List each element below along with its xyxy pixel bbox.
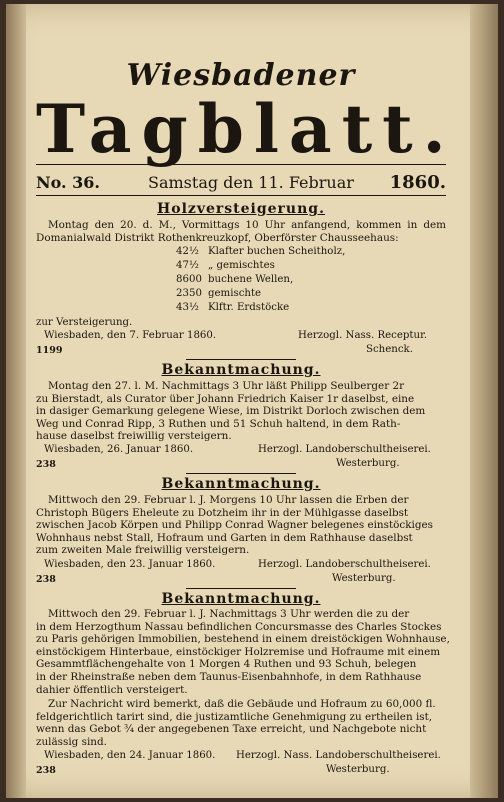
- notice-4-signer: Herzogl. Nass. Landoberschultheiserei.: [236, 750, 441, 761]
- page-binding-edge: [6, 4, 26, 798]
- notice-1-intro: Montag den 20. d. M., Vormittags 10 Uhr anfangend, kommen in dem Domanialwald Distrikt Rothenkreuzkopf, Oberförster Chausseehaus:: [36, 219, 446, 244]
- newspaper-column: [36, 4, 456, 798]
- notice-2-ref: 238: [36, 459, 56, 470]
- notice-3-title: Bekanntmachung.: [161, 476, 321, 492]
- notice-3-place-date: Wiesbaden, den 23. Januar 1860.: [44, 559, 216, 570]
- notice-3-signer-name: Westerburg.: [332, 573, 396, 584]
- notice-1-closing: zur Versteigerung.: [36, 317, 133, 328]
- list-desc-2: „ gemischtes: [208, 260, 275, 271]
- list-qty-1: 42½: [176, 246, 199, 257]
- notice-1-signer-name: Schenck.: [366, 344, 413, 355]
- notice-2-body: Montag den 27. l. M. Nachmittags 3 Uhr läßt Philipp Seulberger 2r zu Bierstadt, als Curator über Johann Friedrich Kaiser 1r daselbst, eine in dasiger Gemarkung gelegene Wiese, im Distrikt Dorloch zwischen dem Weg und Conrad Ripp, 3 Ruthen und 51 Schuh haltend, in dem Rath- hause daselbst freiwillig versteigern.: [36, 380, 426, 443]
- notice-1-signer: Herzogl. Nass. Receptur.: [298, 330, 428, 341]
- issue-year: 1860.: [389, 172, 446, 193]
- list-qty-3: 8600: [176, 274, 202, 285]
- notice-1-title: Holzversteigerung.: [157, 201, 325, 217]
- notice-1-ref: 1199: [36, 345, 63, 356]
- list-qty-4: 2350: [176, 288, 202, 299]
- list-desc-3: buchene Wellen,: [208, 274, 294, 285]
- notice-2-title: Bekanntmachung.: [161, 362, 321, 378]
- issue-number: No. 36.: [36, 173, 100, 192]
- notice-2-signer: Herzogl. Landoberschultheiserei.: [258, 444, 431, 455]
- notice-1-place-date: Wiesbaden, den 7. Februar 1860.: [44, 330, 217, 341]
- notice-4-signer-name: Westerburg.: [326, 764, 390, 775]
- divider-3: [186, 588, 296, 589]
- divider-1: [186, 359, 296, 360]
- notice-2-place-date: Wiesbaden, 26. Januar 1860.: [44, 444, 194, 455]
- notice-4-place-date: Wiesbaden, den 24. Januar 1860.: [44, 750, 216, 761]
- list-qty-2: 47½: [176, 260, 199, 271]
- list-qty-5: 43½: [176, 302, 199, 313]
- issue-date: Samstag den 11. Februar: [148, 173, 354, 192]
- newspaper-page: [6, 4, 498, 798]
- notice-3-ref: 238: [36, 574, 56, 585]
- masthead-rule-bottom: [36, 195, 446, 196]
- masthead-title: Tagblatt.: [36, 90, 456, 168]
- list-desc-5: Klftr. Erdstöcke: [208, 302, 290, 313]
- notice-2-signer-name: Westerburg.: [336, 458, 400, 469]
- list-desc-4: gemischte: [208, 288, 262, 299]
- list-desc-1: Klafter buchen Scheitholz,: [208, 246, 346, 257]
- notice-4-note: Zur Nachricht wird bemerkt, daß die Gebäude und Hofraum zu 60,000 fl. feldgerichtlich tarirt sind, die justizamtliche Genehmigung zu ertheilen ist, wenn das Gebot ¾ der angegebenen Taxe erreicht, und Nachgebote nicht zulässig sind.: [36, 698, 436, 748]
- notice-4-title: Bekanntmachung.: [161, 591, 321, 607]
- notice-4-ref: 238: [36, 765, 56, 776]
- notice-3-signer: Herzogl. Landoberschultheiserei.: [258, 559, 431, 570]
- notice-4-body: Mittwoch den 29. Februar l. J. Nachmittags 3 Uhr werden die zu der in dem Herzogthum Nassau befindlichen Concursmasse des Charles Stockes zu Paris gehörigen Immobilien, bestehend in einem dreistöckigen Wohnhause, einstöckigem Hinterbaue, einstöckiger Holzremise und Hofraume mit einem Gesammtflächengehalte von 1 Morgen 4 Ruthen und 93 Schuh, belegen in der Rheinstraße neben dem Taunus-Eisenbahnhofe, in dem Rathhause dahier öffentlich versteigert.: [36, 608, 450, 696]
- notice-3-body: Mittwoch den 29. Februar l. J. Morgens 10 Uhr lassen die Erben der Christoph Bügers Eheleute zu Dotzheim ihr in der Mühlgasse daselbst zwischen Jacob Körpen und Philipp Conrad Wagner belegenes einstöckiges Wohnhaus nebst Stall, Hofraum und Garten in dem Rathhause daselbst zum zweiten Male freiwillig versteigern.: [36, 494, 433, 557]
- divider-2: [186, 473, 296, 474]
- masthead-subtitle: Wiesbadener: [126, 58, 356, 93]
- page-right-edge: [470, 4, 498, 798]
- masthead-rule-top: [36, 164, 446, 165]
